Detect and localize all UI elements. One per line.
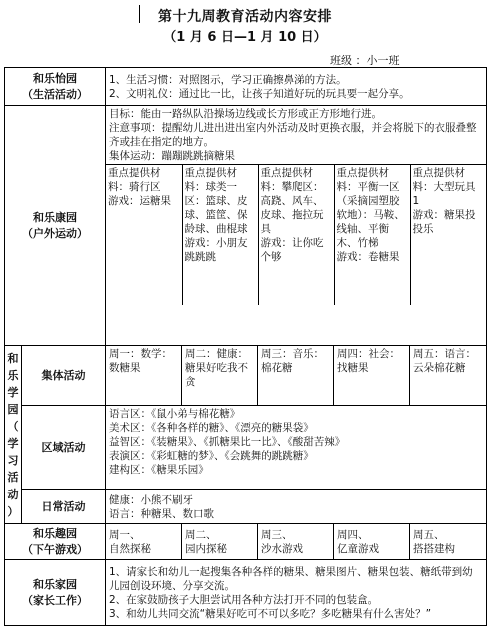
- group-day-tue: 周二：健康：糖果好吃我不贪: [182, 346, 258, 406]
- material-col-4: 重点提供材料：平衡一区（采摘园塑胶软地）：马鞍、线轴、平衡木、竹梯 游戏：卷糖果: [334, 165, 410, 305]
- group-day-thu: 周四：社会：找糖果: [334, 346, 410, 406]
- health-group: 集体运动：蹦蹦跳跳摘糖果: [109, 150, 235, 162]
- area-activity-content: [106, 406, 487, 490]
- home-row: [5, 560, 487, 626]
- health-goal: 目标：能由一路纵队沿操场边线或长方形或正方形地行进。: [109, 108, 382, 120]
- material-col-1: 重点提供材料：骑行区 游戏：运糖果: [106, 165, 182, 305]
- area-item: 表演区：《彩虹糖的梦》、《会跳舞的跳跳糖》: [109, 450, 314, 462]
- material-col-2: 重点提供材料：球类一区：篮球、皮球、篮筐、保龄球、曲棍球 游戏：小朋友跳跳跳: [182, 165, 258, 305]
- learning-section-label: 和 乐 学 园 （ 学 习 活 动 ）: [5, 346, 22, 524]
- life-section-label: 和乐怡园 （生活活动）: [5, 68, 106, 106]
- area-activity-label: 区域活动: [22, 406, 106, 490]
- home-content: [106, 560, 487, 626]
- schedule-table: [4, 67, 487, 626]
- life-content: [106, 68, 487, 106]
- home-item: 3、和幼儿共同交流“糖果好吃可不可以多吃？多吃糖果有什么害处？”: [109, 607, 432, 620]
- life-row: [5, 68, 487, 106]
- daily-activity-row: [5, 490, 487, 524]
- material-col-3: 重点提供材料：攀爬区：高跷、风车、皮球、拖拉玩具 游戏：让你吃个够: [258, 165, 334, 305]
- life-item: 1、生活习惯：对照图示，学习正确擦鼻涕的方法。: [109, 73, 347, 86]
- area-activity-row: [5, 406, 487, 490]
- group-activity-row: [5, 346, 487, 406]
- area-item: 建构区：《糖果乐园》: [109, 464, 209, 476]
- health-content: [106, 106, 487, 346]
- health-section-label: 和乐康园 （户外运动）: [5, 106, 106, 346]
- daily-item: 健康：小熊不刷牙: [109, 493, 193, 506]
- home-item: 2、在家鼓励孩子大胆尝试用各种方法打开不同的包装盒。: [109, 593, 379, 606]
- class-label: 班级 ：小一班: [330, 54, 400, 67]
- fun-section-label: 和乐趣园 （下午游戏）: [5, 524, 106, 560]
- area-item: 益智区：《装糖果》、《抓糖果比一比》、《酸甜苦辣》: [109, 436, 346, 448]
- area-item: 语言区：《鼠小弟与棉花糖》: [109, 408, 241, 420]
- fun-day-mon: 周一、 自然探秘: [106, 524, 182, 560]
- material-col-5: 重点提供材料：大型玩具 1 游戏：糖果投投乐: [410, 165, 486, 305]
- health-row: [5, 106, 487, 346]
- home-section-label: 和乐家园 （家长工作）: [5, 560, 106, 626]
- health-note: 注意事项：提醒幼儿进出进出室内外活动及时更换衣服，并会将脱下的衣服叠整齐或挂在指定的地方。: [109, 122, 477, 148]
- fun-day-thu: 周四、 亿童游戏: [334, 524, 410, 560]
- fun-row: [5, 524, 487, 560]
- group-day-wed: 周三：音乐：棉花糖: [258, 346, 334, 406]
- daily-activity-content: [106, 490, 487, 524]
- fun-day-tue: 周二、 园内探秘: [182, 524, 258, 560]
- health-materials-grid: [106, 164, 486, 305]
- date-range: （1 月 6 日—1 月 10 日）: [163, 30, 327, 45]
- daily-item: 语言：种糖果、数口歌: [109, 507, 214, 520]
- fun-day-wed: 周三、 沙水游戏: [258, 524, 334, 560]
- fun-day-fri: 周五、 搭搭建构: [410, 524, 487, 560]
- group-day-fri: 周五：语言：云朵棉花糖: [410, 346, 487, 406]
- home-item: 1、请家长和幼儿一起搜集各种各样的糖果、糖果图片、糖果包装、糖纸带到幼儿园创设环境、分享交流。: [109, 565, 473, 592]
- area-item: 美术区：《各种各样的糖》、《漂亮的糖果袋》: [109, 422, 314, 434]
- group-activity-label: 集体活动: [22, 346, 106, 406]
- daily-activity-label: 日常活动: [22, 490, 106, 524]
- page-title: 第十九周教育活动内容安排: [158, 9, 332, 25]
- group-day-mon: 周一：数学：数糖果: [106, 346, 182, 406]
- life-item: 2、文明礼仪：通过比一比，让孩子知道好玩的玩具要一起分享。: [109, 87, 410, 100]
